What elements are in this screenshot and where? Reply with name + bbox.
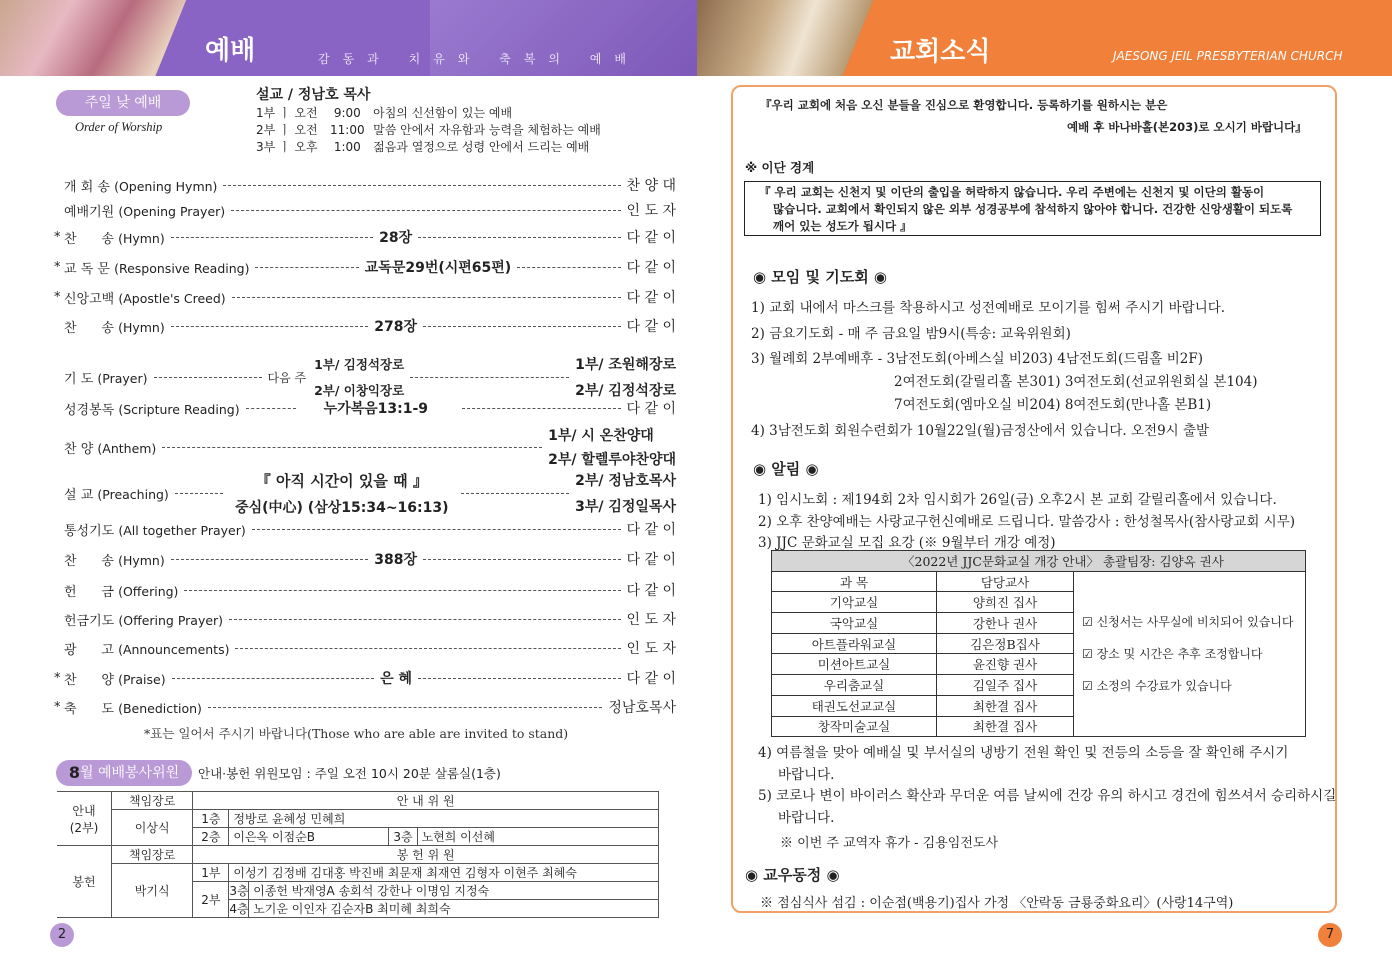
left-header-banner [0,0,697,76]
floor2-names: 이은옥 이점순B [229,828,389,846]
order-prayer [56,353,676,401]
offer-cell: 봉헌 [57,846,112,918]
notice-item-4-cont: 바랍니다. [778,767,835,783]
culture-notes: ☑ 신청서는 사무실에 비치되어 있습니다 ☑ 장소 및 시간은 추후 조정합니다 ☑ 소정의 수강료가 있습니다 [1074,571,1306,737]
class-row: 국악교실 강한나 권사 [772,613,1306,634]
scripture-passage: 누가복음13:1-9 [323,401,429,417]
committee-pill: 8 월 예배봉사위원 [56,760,192,786]
guide-elder: 이상식 [112,810,193,846]
vacation-note: ※ 이번 주 교역자 휴가 - 김용임전도사 [780,836,998,851]
page-number-left: 2 [50,923,74,947]
culture-class-table: 〈2022년 JJC문화교실 개강 안내〉 총괄팀장: 김양옥 권사 과 목 담당교사 ☑ 신청서는 사무실에 비치되어 있습니다 ☑ 장소 및 시간은 추후 조정합니다 ☑ 소정의 수강료가 있습니다 기악교실 양희진 집사 국악교실 강한나 권사 아트플라워교실 김은정B집사 미션아트교실 윤진향 권사 우리춤교실 김일주 집사 태권도선교교실 최한결 집사 창작미술교실 최한결 집사 [771,550,1306,737]
right-header-title: 교회소식 [890,37,991,67]
sermon-passage: 중심(中心) (삼상15:34~16:13) [235,499,449,516]
class-row: 미션아트교실 윤진향 권사 [772,654,1306,675]
meeting-item-3b: 2여전도회(갈릴리홀 본301) 3여전도회(선교위원회실 본104) [894,374,1258,390]
right-header-banner [697,0,1392,76]
guide-cell: 안내 (2부) [57,792,112,846]
order-item: 예배기원 (Opening Prayer) 인 도 자 [64,203,676,220]
meeting-item-2: 2) 금요기도회 - 매 주 금요일 밤9시(특송: 교육위원회) [751,326,1071,342]
notice-item-5: 5) 코로나 변이 바이러스 확산과 무더운 여름 날씨에 건강 유의 하시고 경건에 힘쓰셔서 승리하시길 [758,788,1337,804]
heresy-title: ※ 이단 경계 [745,160,815,175]
notice-item-1: 1) 임시노회 : 제194회 2차 임시회가 26일(금) 오후2시 본 교회 갈릴리홀에서 있습니다. [758,492,1277,508]
order-anthem: 찬 양 (Anthem) 1부/ 시 온찬양대 2부/ 할렐루야찬양대 [56,426,676,468]
prayer-label: 기 도 (Prayer) [64,370,148,387]
sermon-title: 『 아직 시간이 있을 때 』 [255,471,428,490]
anthem-1: 1부/ 시 온찬양대 [548,428,654,444]
service-line: 2부 ㅣ 오전 11:00 말씀 안에서 자유함과 능력을 체험하는 예배 [256,123,601,137]
order-item: 찬 송 (Hymn) 388장 다 같 이 [64,552,677,569]
right-header-subtitle: JAESONG JEIL PRESBYTERIAN CHURCH [1113,49,1343,63]
anthem-2: 2부/ 할렐루야찬양대 [548,452,676,468]
meeting-title: ◉ 모임 및 기도회 ◉ [753,268,888,286]
preacher-2: 3부/ 김정일목사 [575,499,676,515]
part2-floor4: 4층 노기운 이인자 김순자B 최미혜 최희숙 [229,900,659,918]
prayer-this-1: 1부/ 조원해장로 [575,357,676,373]
preacher-1: 2부/ 정남호목사 [575,473,676,489]
page-number-right: 7 [1318,923,1342,947]
prayer-this-2: 2부/ 김정석장로 [575,383,676,399]
service-line: 3부 ㅣ 오후 1:00 젊음과 열정으로 성령 안에서 드리는 예배 [256,140,590,154]
welcome-line1: 『우리 교회에 처음 오신 분들을 진심으로 환영합니다. 등록하기를 원하시는 분은 [760,98,1168,112]
service-line: 1부 ㅣ 오전 9:00 아침의 신선함이 있는 예배 [256,106,513,120]
alumni-title: ◉ 교우동정 ◉ [745,866,840,884]
order-preaching: 설 교 (Preaching) 『 아직 시간이 있을 때 』 중심(中心) (삼상15:34~16:13) 2부/ 정남호목사 3부/ 김정일목사 [64,471,676,516]
class-row: 우리춤교실 김일주 집사 [772,675,1306,696]
order-item: 찬 송 (Hymn) 278장 다 같 이 [64,319,677,336]
order-of-worship-label: Order of Worship [75,120,163,134]
welcome-line2: 예배 후 바나바홀(본203)로 오시기 바랍니다』 [1067,120,1307,134]
meeting-item-4: 4) 3남전도회 회원수련회가 10월22일(월)금정산에서 있습니다. 오전9시 출발 [751,423,1210,439]
committee-table: 안내 (2부) 책임장로 안 내 위 원 이상식 1층 정방로 윤혜성 민혜희 2층 이은옥 이점순B 3층 노현희 이선혜 봉헌 책임장로 봉 헌 위 원 박기식 1부 이성기 김정배 김대홍 박진배 최문재 최재연 김형자 이현주 최혜숙 2부 3층 이종헌 박재영A 송회석 강한나 이명임 지정숙 4층 노기운 이인자 김순자B 최미혜 최희숙 [57,791,659,918]
notice-title: ◉ 알림 ◉ [753,460,819,478]
notice-item-5-cont: 바랍니다. [778,810,835,826]
sermon-heading: 설교 / 정남호 목사 [256,87,371,103]
notice-item-2: 2) 오후 찬양예배는 사랑교구헌신예배로 드립니다. 말씀강사 : 한성철목사(참사랑교회 시무) [758,514,1296,530]
stand-note: *표는 일어서 주시기 바랍니다(Those who are able are invited to stand) [144,726,569,741]
order-item: 개 회 송 (Opening Hymn) 찬 양 대 [64,178,676,195]
part2-floor3: 3층 이종헌 박재영A 송회석 강한나 이명임 지정숙 [229,882,659,900]
meeting-item-3: 3) 월례회 2부예배후 - 3남전도회(아베스실 비203) 4남전도회(드림홀 비2F) [751,351,1203,367]
meeting-item-3c: 7여전도회(엠마오실 비204) 8여전도회(만나홀 본B1) [894,397,1212,413]
floor1-names: 정방로 윤혜성 민혜희 [229,810,659,828]
order-item: 헌금기도 (Offering Prayer) 인 도 자 [64,612,676,629]
floor3-names: 노현희 이선혜 [417,828,658,846]
order-item: 광 고 (Announcements) 인 도 자 [64,641,676,658]
class-row: 창작미술교실 최한결 집사 [772,716,1306,737]
left-header-subtitle: 감동과 치유와 축복의 예배 [318,52,639,66]
prayer-next-week: 다음 주 [267,370,307,385]
order-item: * 교 독 문 (Responsive Reading) 교독문29번(시편65편) 다 같 이 [54,259,677,277]
class-row: 아트플라워교실 김은정B집사 [772,633,1306,654]
class-row: 태권도선교교실 최한결 집사 [772,695,1306,716]
worship-pill: 주일 낮 예배 [56,90,190,116]
heresy-box: 『 우리 교회는 신천지 및 이단의 출입을 허락하지 않습니다. 우리 주변에는 신천지 및 이단의 활동이 많습니다. 교회에서 확인되지 않은 외부 성경공부에 참석하지 않아야 합니다. 건강한 신앙생활이 되도록 깨어 있는 성도가 됩시다 』 [744,181,1321,236]
prayer-next-2: 2부/ 이창익장로 [314,383,405,398]
notice-item-3: 3) JJC 문화교실 모집 요강 (※ 9월부터 개강 예정) [758,535,1056,551]
class-row: 기악교실 양희진 집사 [772,592,1306,613]
order-item: * 찬 송 (Hymn) 28장 다 같 이 [54,229,676,247]
order-item: * 축 도 (Benediction) 정남호목사 [54,699,676,717]
notice-item-4: 4) 여름철을 맞아 예배실 및 부서실의 냉방기 전원 확인 및 전등의 소등을 잘 확인해 주시기 [758,745,1289,761]
prayer-next-1: 1부/ 김정석장로 [314,357,405,372]
order-scripture: 성경봉독 (Scripture Reading) 누가복음13:1-9 다 같 이 [56,396,676,420]
alumni-text: ※ 점심식사 섬김 : 이순점(백용기)집사 가정 〈안락동 금룡중화요리〉(사랑14구역) [760,896,1234,911]
order-item: 통성기도 (All together Prayer) 다 같 이 [64,522,676,539]
committee-meeting-note: 안내·봉헌 위원모임 : 주일 오전 10시 20분 살롬실(1층) [198,766,501,781]
order-item: 헌 금 (Offering) 다 같 이 [64,583,676,600]
part1-names: 이성기 김정배 김대홍 박진배 최문재 최재연 김형자 이현주 최혜숙 [229,864,659,882]
offer-elder: 박기식 [112,864,193,918]
service-times [256,104,601,155]
left-header-title: 예배 [205,36,256,66]
scripture-leader: 다 같 이 [626,401,676,417]
meeting-item-1: 1) 교회 내에서 마스크를 착용하시고 성전예배로 모이기를 힘써 주시기 바랍니다. [751,300,1226,316]
order-item: * 신앙고백 (Apostle's Creed) 다 같 이 [54,289,676,307]
order-item: * 찬 양 (Praise) 은 혜 다 같 이 [54,670,676,688]
